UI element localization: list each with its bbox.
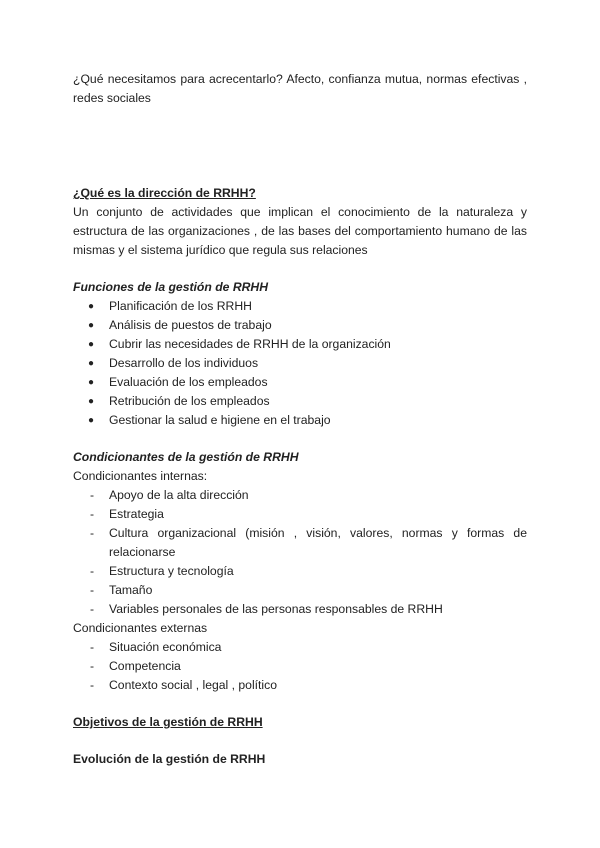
- list-item: [73, 657, 527, 676]
- list-item: [73, 392, 527, 411]
- condicionantes-internas-list: [73, 486, 527, 619]
- spacer: [73, 732, 527, 750]
- document-page: [73, 70, 527, 769]
- dash-icon: -: [90, 488, 95, 502]
- list-item: [73, 335, 527, 354]
- spacer: [73, 695, 527, 713]
- funciones-list: [73, 297, 527, 430]
- condicionantes-heading: Condicionantes de la gestión de RRHH: [73, 450, 299, 464]
- dash-icon: -: [90, 526, 95, 540]
- list-item: [73, 486, 527, 505]
- intro-paragraph: ¿Qué necesitamos para acrecentarlo? Afecto, confianza mutua, normas efectivas , redes sociales: [73, 72, 527, 105]
- list-item-text: Variables personales de las personas responsables de RRHH: [109, 602, 443, 616]
- funciones-heading: Funciones de la gestión de RRHH: [73, 280, 269, 294]
- list-item: [73, 354, 527, 373]
- bullet-icon: ●: [88, 415, 95, 426]
- dash-icon: -: [90, 583, 95, 597]
- spacer: [73, 108, 527, 184]
- list-item: [73, 297, 527, 316]
- list-item: [73, 316, 527, 335]
- objetivos-heading: Objetivos de la gestión de RRHH: [73, 715, 263, 729]
- list-item-text: Situación económica: [109, 640, 222, 654]
- bullet-icon: ●: [88, 396, 95, 407]
- spacer: [73, 260, 527, 278]
- list-item-text: Desarrollo de los individuos: [109, 356, 259, 370]
- list-item: [73, 600, 527, 619]
- bullet-icon: ●: [88, 339, 95, 350]
- rrhh-definition-heading: ¿Qué es la dirección de RRHH?: [73, 186, 256, 200]
- dash-icon: -: [90, 602, 95, 616]
- list-item-text: Competencia: [109, 659, 181, 673]
- list-item-text: Retribución de los empleados: [109, 394, 270, 408]
- list-item-text: Análisis de puestos de trabajo: [109, 318, 272, 332]
- list-item-text: Tamaño: [109, 583, 153, 597]
- rrhh-definition-body: Un conjunto de actividades que implican el conocimiento de la naturaleza y estructura de las organizaciones , de las bases del comportamiento humano de las mismas y el sistema jurídico que regula sus relaciones: [73, 205, 527, 257]
- dash-icon: -: [90, 564, 95, 578]
- condicionantes-externas-label: Condicionantes externas: [73, 621, 208, 635]
- list-item: [73, 581, 527, 600]
- bullet-icon: ●: [88, 358, 95, 369]
- list-item-text: Cultura organizacional (misión , visión, valores, normas y formas de relacionarse: [109, 526, 527, 559]
- list-item: [73, 676, 527, 695]
- list-item-text: Estrategia: [109, 507, 164, 521]
- list-item-text: Apoyo de la alta dirección: [109, 488, 249, 502]
- dash-icon: -: [90, 507, 95, 521]
- condicionantes-internas-label: Condicionantes internas:: [73, 469, 208, 483]
- dash-icon: -: [90, 659, 95, 673]
- list-item: [73, 562, 527, 581]
- dash-icon: -: [90, 678, 95, 692]
- bullet-icon: ●: [88, 301, 95, 312]
- dash-icon: -: [90, 640, 95, 654]
- list-item-text: Contexto social , legal , político: [109, 678, 278, 692]
- list-item: [73, 373, 527, 392]
- bullet-icon: ●: [88, 377, 95, 388]
- list-item-text: Estructura y tecnología: [109, 564, 234, 578]
- list-item: [73, 411, 527, 430]
- list-item-text: Gestionar la salud e higiene en el trabajo: [109, 413, 331, 427]
- evolucion-heading: Evolución de la gestión de RRHH: [73, 752, 266, 766]
- list-item-text: Planificación de los RRHH: [109, 299, 252, 313]
- list-item-text: Cubrir las necesidades de RRHH de la organización: [109, 337, 391, 351]
- list-item: [73, 505, 527, 524]
- condicionantes-externas-list: [73, 638, 527, 695]
- list-item: [73, 638, 527, 657]
- bullet-icon: ●: [88, 320, 95, 331]
- list-item: [73, 524, 527, 562]
- spacer: [73, 430, 527, 448]
- list-item-text: Evaluación de los empleados: [109, 375, 268, 389]
